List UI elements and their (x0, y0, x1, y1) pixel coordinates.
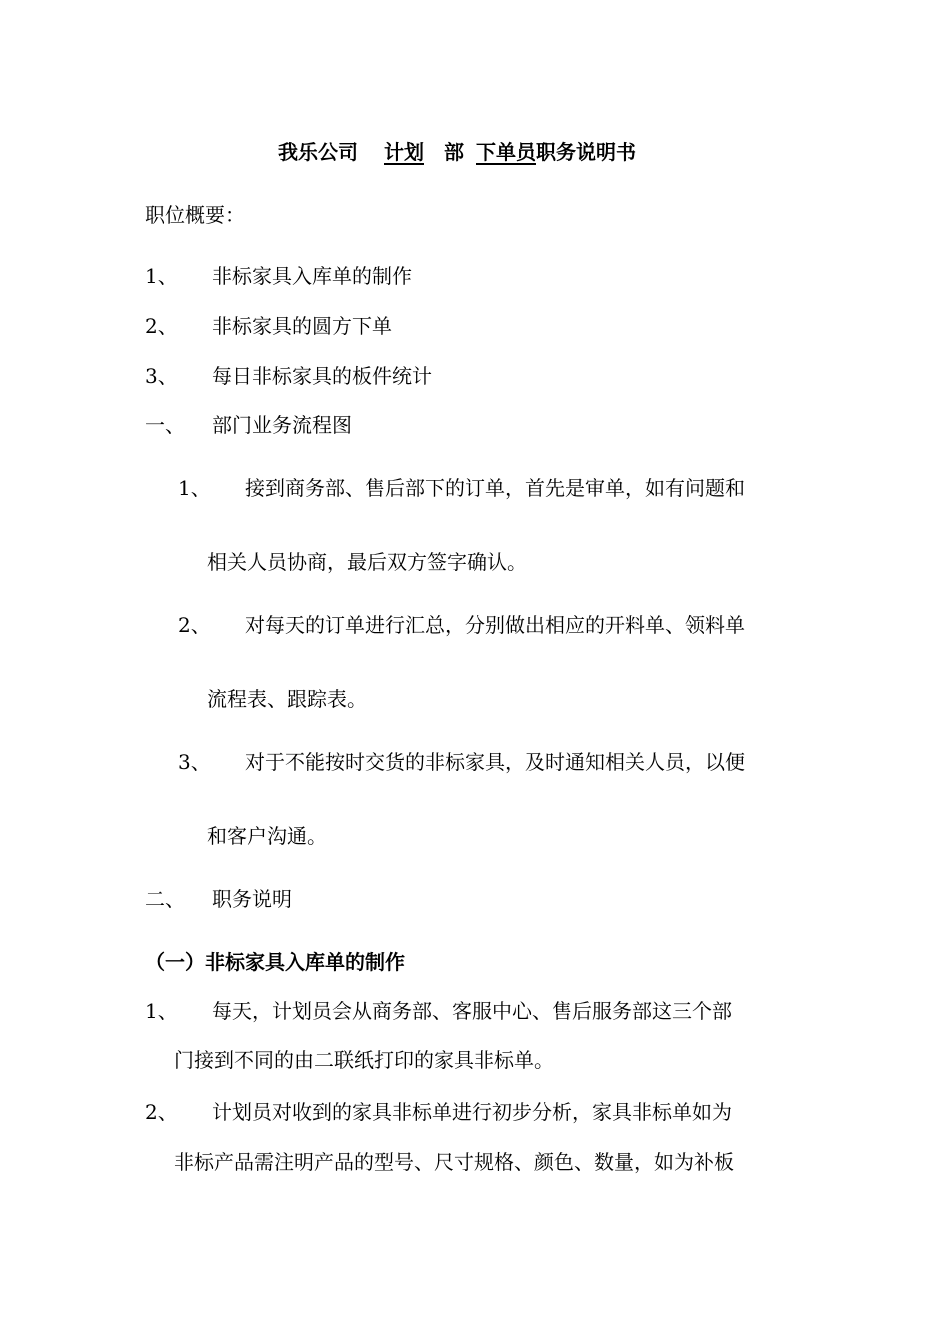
section2-item-1-line2: 门接到不同的由二联纸打印的家具非标单。 (174, 1048, 554, 1072)
section2-item-1-line1: 每天，计划员会从商务部、客服中心、售后服务部这三个部 (212, 999, 732, 1023)
section1-item-2-line2: 流程表、跟踪表。 (207, 687, 367, 711)
overview-item-1-num: 1、 (145, 264, 178, 288)
title-role: 下单员 (476, 140, 536, 164)
overview-item-2-text: 非标家具的圆方下单 (212, 314, 392, 338)
section1-item-3-num: 3、 (178, 750, 211, 774)
section1-item-3-line2: 和客户沟通。 (207, 824, 327, 848)
overview-item-3-num: 3、 (145, 364, 178, 388)
section1-item-1-line1: 接到商务部、售后部下的订单，首先是审单，如有问题和 (245, 476, 745, 500)
section2-item-1-num: 1、 (145, 999, 178, 1023)
section2-title: 职务说明 (212, 887, 292, 911)
section1-item-3-line1: 对于不能按时交货的非标家具，及时通知相关人员，以便 (245, 750, 745, 774)
section2-num: 二、 (145, 887, 185, 911)
section1-item-2-num: 2、 (178, 613, 211, 637)
overview-item-1-text: 非标家具入库单的制作 (212, 264, 412, 288)
title-dept-suffix: 部 (444, 140, 464, 164)
document-title (278, 140, 636, 164)
section1-item-1-num: 1、 (178, 476, 211, 500)
overview-item-2-num: 2、 (145, 314, 178, 338)
section2-item-2-line2: 非标产品需注明产品的型号、尺寸规格、颜色、数量，如为补板 (174, 1150, 734, 1174)
title-doc: 职务说明书 (536, 140, 636, 164)
overview-item-3-text: 每日非标家具的板件统计 (212, 364, 432, 388)
section1-title: 部门业务流程图 (212, 413, 352, 437)
section2-subheading: （一）非标家具入库单的制作 (145, 950, 405, 974)
title-dept: 计划 (384, 140, 424, 164)
title-company: 我乐公司 (278, 140, 358, 164)
section1-item-1-line2: 相关人员协商，最后双方签字确认。 (207, 550, 527, 574)
section2-item-2-num: 2、 (145, 1100, 178, 1124)
overview-heading: 职位概要： (145, 203, 245, 227)
section2-item-2-line1: 计划员对收到的家具非标单进行初步分析，家具非标单如为 (212, 1100, 732, 1124)
section1-num: 一、 (145, 413, 185, 437)
section1-item-2-line1: 对每天的订单进行汇总，分别做出相应的开料单、领料单 (245, 613, 745, 637)
